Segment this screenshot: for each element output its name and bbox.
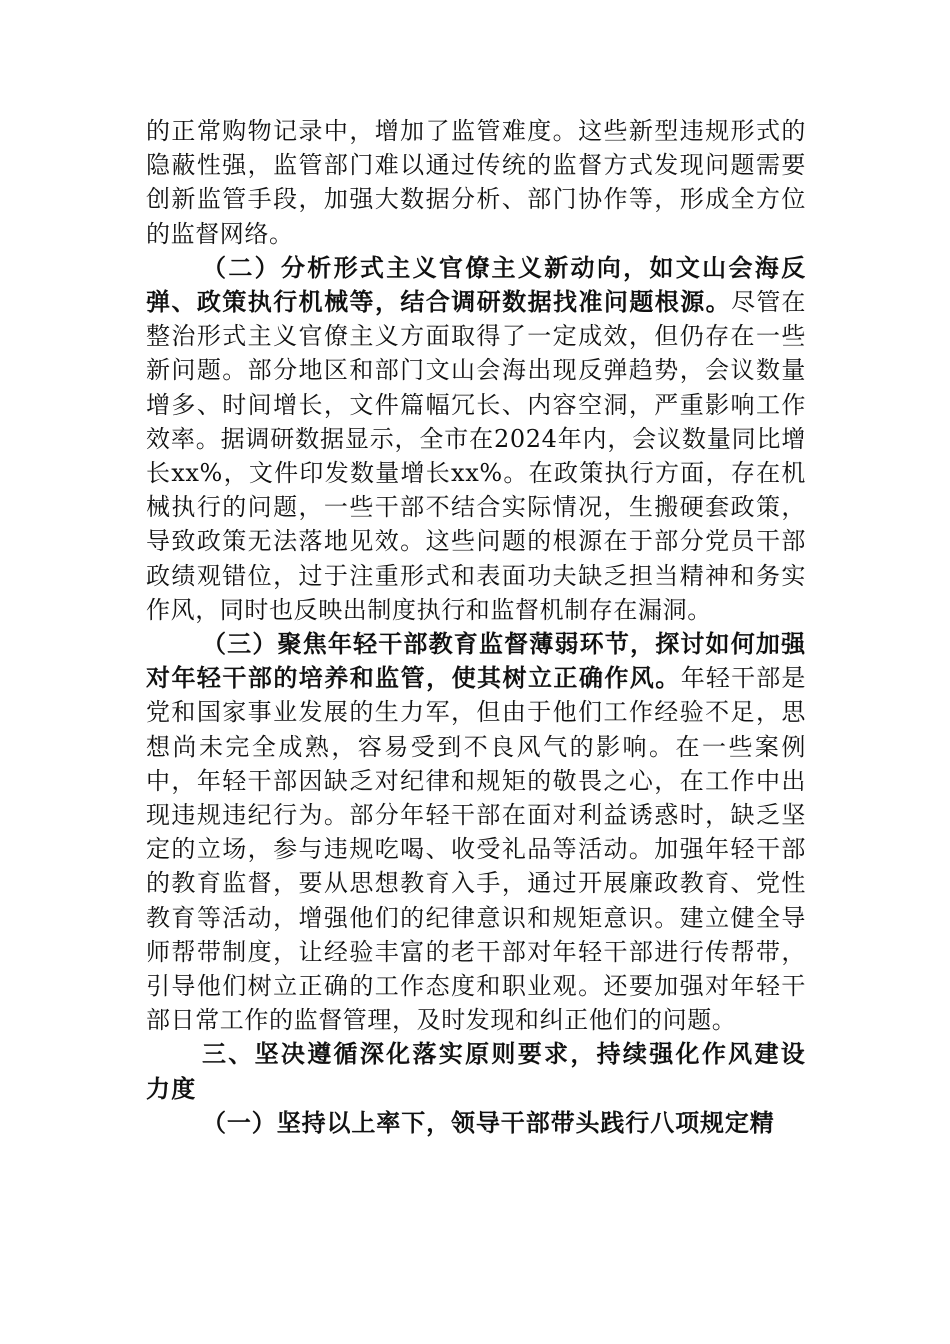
document-body (146, 114, 806, 1140)
section-2-body: 尽管在整治形式主义官僚主义方面取得了一定成效，但仍存在一些新问题。部分地区和部门文山会海出现反弹趋势，会议数量增多、时间增长，文件篇幅冗长、内容空洞，严重影响工作效率。据调研数据显示，全市在2024年内，会议数量同比增长xx%，文件印发数量增长xx%。在政策执行方面，存在机械执行的问题，一些干部不结合实际情况，生搬硬套政策，导致政策无法落地见效。这些问题的根源在于部分党员干部政绩观错位，过于注重形式和表面功夫缺乏担当精神和务实作风，同时也反映出制度执行和监督机制存在漏洞。 (146, 288, 806, 624)
section-3-paragraph (146, 627, 806, 1037)
section-3-heading: （三）聚焦年轻干部教育监督薄弱环节，探讨如何加强对年轻干部的培养和监管，使其树立正确作风。 (146, 630, 806, 693)
section-2-paragraph (146, 251, 806, 627)
chapter-3-heading: 三、坚决遵循深化落实原则要求，持续强化作风建设力度 (146, 1040, 806, 1103)
subsection-1-heading: （一）坚持以上率下，领导干部带头践行八项规定精 (202, 1108, 775, 1137)
section-2-heading: （二）分析形式主义官僚主义新动向，如文山会海反弹、政策执行机械等，结合调研数据找准问题根源。 (146, 253, 806, 317)
continuation-paragraph: 的正常购物记录中，增加了监管难度。这些新型违规形式的隐蔽性强，监管部门难以通过传统的监督方式发现问题需要创新监管手段，加强大数据分析、部门协作等，形成全方位的监督网络。 (146, 117, 806, 248)
section-3-body: 年轻干部是党和国家事业发展的生力军，但由于他们工作经验不足，思想尚未完全成熟，容易受到不良风气的影响。在一些案例中，年轻干部因缺乏对纪律和规矩的敬畏之心，在工作中出现违规违纪行为。部分年轻干部在面对利益诱惑时，缺乏坚定的立场，参与违规吃喝、收受礼品等活动。加强年轻干部的教育监督，要从思想教育入手，通过开展廉政教育、党性教育等活动，增强他们的纪律意识和规矩意识。建立健全导师帮带制度，让经验丰富的老干部对年轻干部进行传帮带，引导他们树立正确的工作态度和职业观。还要加强对年轻干部日常工作的监督管理，及时发现和纠正他们的问题。 (146, 664, 807, 1035)
subsection-1-paragraph (146, 1106, 806, 1140)
